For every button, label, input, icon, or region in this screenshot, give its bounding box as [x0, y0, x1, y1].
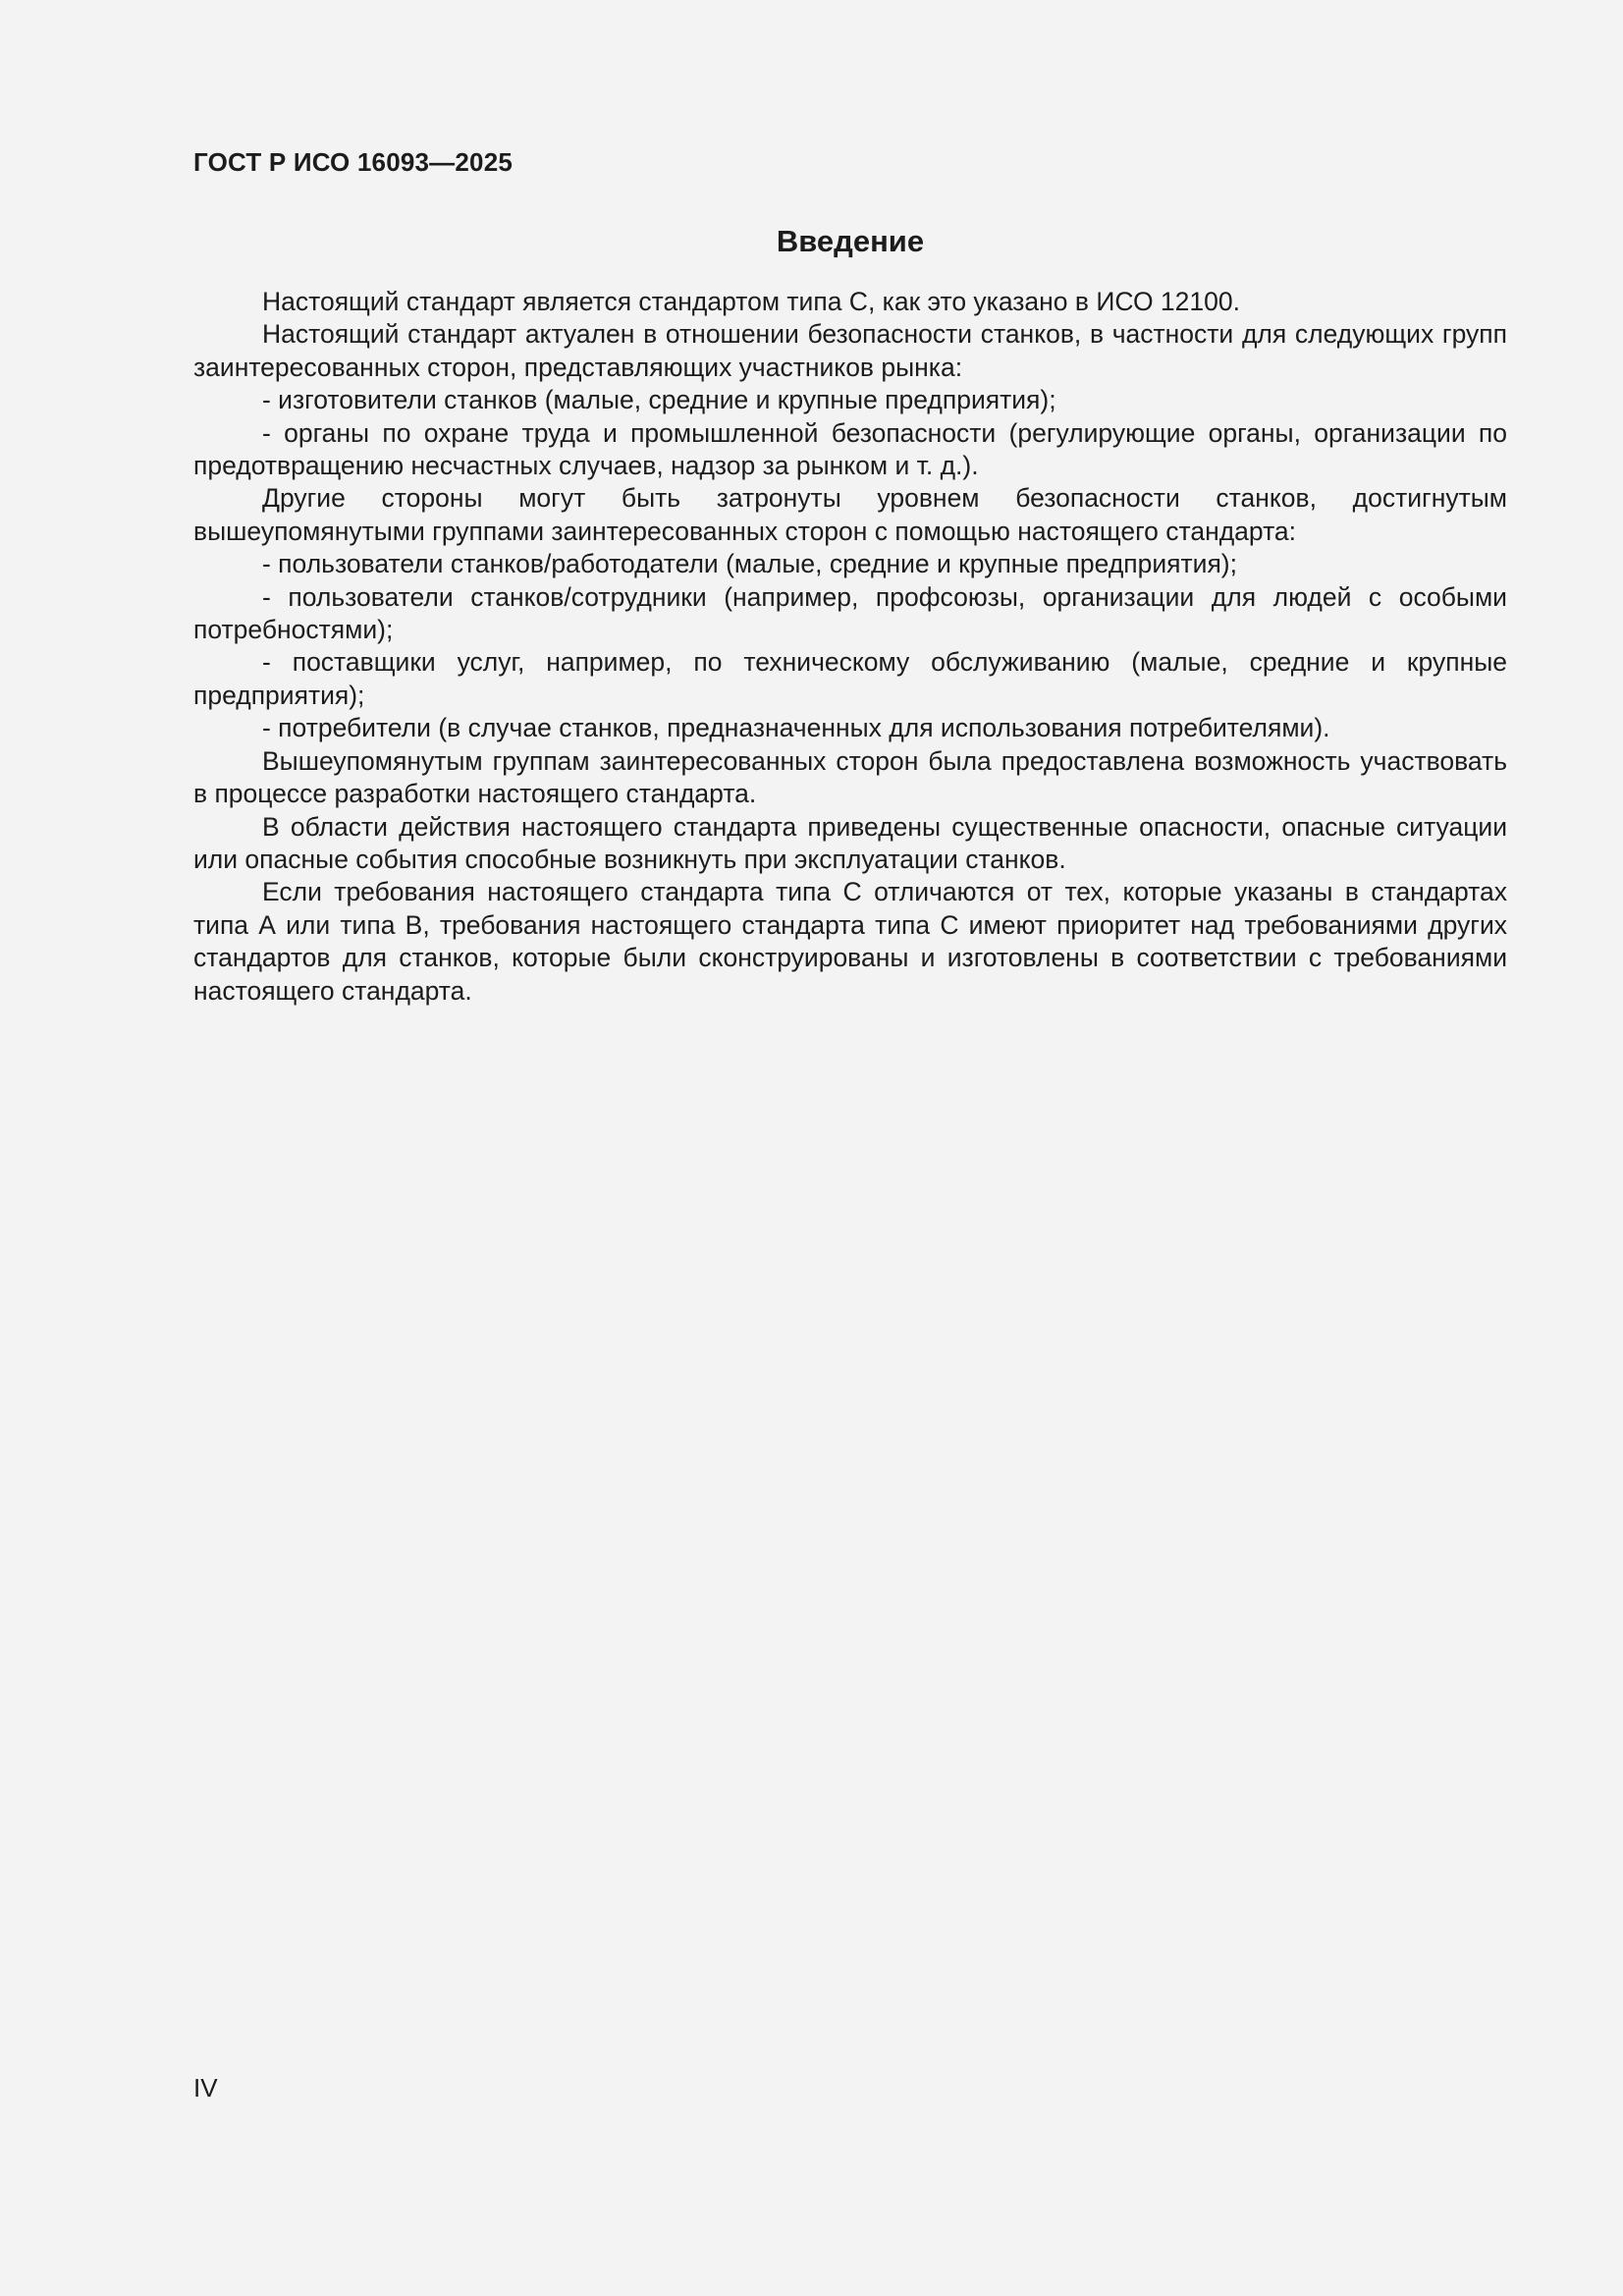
paragraph: Настоящий стандарт является стандартом типа С, как это указано в ИСО 12100.: [262, 287, 1240, 316]
section-body: [193, 286, 1507, 1008]
list-item: - поставщики услуг, например, по техническому обслуживанию (малые, средние и крупные предприятия);: [193, 647, 1507, 710]
list-item: - изготовители станков (малые, средние и крупные предприятия);: [262, 385, 1056, 415]
list-item: - потребители (в случае станков, предназначенных для использования потребителями).: [262, 713, 1330, 743]
page-number: IV: [193, 2073, 218, 2103]
document-header: ГОСТ Р ИСО 16093—2025: [193, 147, 514, 177]
list-item: - пользователи станков/сотрудники (например, профсоюзы, организации для людей с особыми потребностями);: [193, 581, 1507, 645]
list-item: - органы по охране труда и промышленной безопасности (регулирующие органы, организации по предотвращению несчастных случаев, надзор за рынком и т. д.).: [193, 417, 1507, 481]
paragraph: Настоящий стандарт актуален в отношении безопасности станков, в частности для следующих групп заинтересованных сторон, представляющих участников рынка:: [193, 319, 1507, 382]
list-item: - пользователи станков/работодатели (малые, средние и крупные предприятия);: [262, 549, 1237, 579]
paragraph: Если требования настоящего стандарта типа С отличаются от тех, которые указаны в стандартах типа А или типа В, требования настоящего стандарта типа С имеют приоритет над требованиями других стандартов для станков, которые были сконструированы и изготовлены в соответствии с требованиями настоящего стандарта.: [193, 877, 1507, 1006]
section-title: Введение: [776, 224, 925, 258]
paragraph: Вышеупомянутым группам заинтересованных сторон была предоставлена возможность участвовать в процессе разработки настоящего стандарта.: [193, 745, 1507, 809]
paragraph: Другие стороны могут быть затронуты уровнем безопасности станков, достигнутым вышеупомянутыми группами заинтересованных сторон с помощью настоящего стандарта:: [193, 483, 1507, 546]
paragraph: В области действия настоящего стандарта приведены существенные опасности, опасные ситуации или опасные события способные возникнуть при эксплуатации станков.: [193, 811, 1507, 874]
